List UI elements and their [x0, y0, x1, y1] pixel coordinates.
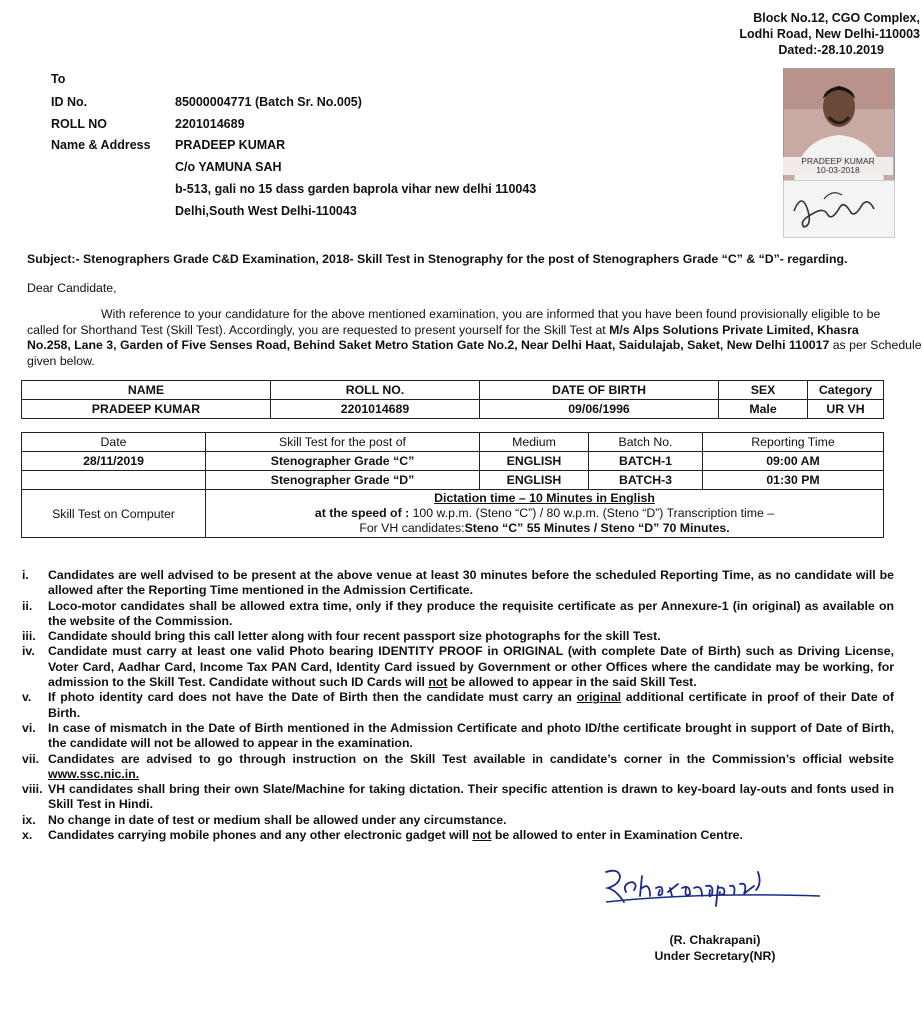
item-number: iii.: [22, 629, 36, 644]
id-label: ID No.: [51, 95, 88, 109]
body-paragraph: [27, 307, 922, 369]
office-line-1: Block No.12, CGO Complex,: [753, 11, 920, 25]
subject-line: Subject:- Stenographers Grade C&D Examination, 2018- Skill Test in Stenography for the post of Stenographers Grade “C” & “D”- regarding.: [27, 252, 848, 266]
table-cell: BATCH-1: [589, 452, 703, 471]
body-line-2-text: called for Shorthand Test (Skill Test). Accordingly, you are requested to present yourself for the Skill Test at: [27, 322, 610, 337]
roll-value: 2201014689: [175, 117, 245, 131]
table-cell: ENGLISH: [480, 471, 589, 490]
office-line-2: Lodhi Road, New Delhi-110003: [739, 27, 920, 41]
item-number: x.: [22, 828, 33, 843]
table-cell: 09/06/1996: [480, 400, 719, 419]
computer-test-label: Skill Test on Computer: [22, 490, 206, 538]
item-text: be allowed to enter in Examination Centre.: [491, 828, 743, 843]
address-line-2: b-513, gali no 15 dass garden baprola vihar new delhi 110043: [175, 182, 537, 196]
dictation-time: Dictation time – 10 Minutes in English: [434, 491, 655, 505]
signer-block: [630, 932, 800, 964]
item-emphasis: not: [428, 675, 448, 690]
item-text: Candidates are well advised to be present at the above venue at least 30 minutes before the scheduled Reporting Time, as no candidate will be allowed after the Reporting Time mentioned in the Admission Certificate.: [48, 568, 894, 598]
letter-date: Dated:-28.10.2019: [778, 43, 884, 57]
id-value: 85000004771 (Batch Sr. No.005): [175, 95, 362, 109]
venue-address: No.258, Lane 3, Garden of Five Senses Road, Behind Saket Metro Station Gate No.2, Near Delhi Haat, Saidulajab, Saket, New Delhi 110017: [27, 338, 830, 352]
item-number: vi.: [22, 720, 36, 735]
item-text: Candidates are advised to go through instruction on the Skill Test available in candidate’s corner in the Commission’s official website: [48, 751, 894, 766]
item-emphasis: original: [576, 690, 622, 705]
item-emphasis: not: [472, 828, 492, 843]
list-item: [22, 782, 894, 813]
item-text: Candidate must carry at least one valid Photo bearing IDENTITY PROOF in ORIGINAL (with complete Date of Birth) such as Driving License, Voter Card, Aadhar Card, Income Tax PAN Card, Identity Card issued by Government or other Offices where the candidate may be working, for admission to the Skill Test. Candidate without such ID Cards will: [48, 644, 894, 690]
table-header: NAME: [22, 381, 271, 400]
item-number: v.: [22, 690, 32, 705]
table-row: [22, 433, 884, 452]
table-cell: Stenographer Grade “D”: [206, 471, 480, 490]
roll-label: ROLL NO: [51, 117, 108, 131]
name-value: PRADEEP KUMAR: [175, 138, 286, 152]
photo-caption-name: PRADEEP KUMAR: [801, 156, 875, 166]
table-row: [22, 452, 884, 471]
candidate-table: [21, 380, 884, 419]
address-line-1: C/o YAMUNA SAH: [175, 160, 282, 174]
item-text: If photo identity card does not have the Date of Birth then the candidate must carry an: [48, 690, 577, 705]
table-header: Skill Test for the post of: [206, 433, 480, 452]
list-item: [22, 629, 894, 644]
table-row: [22, 471, 884, 490]
table-header: Category: [808, 381, 884, 400]
dictation-details: [206, 490, 884, 538]
table-cell: BATCH-3: [589, 471, 703, 490]
item-text: VH candidates shall bring their own Slate/Machine for taking dictation. Their specific attention is drawn to key-board lay-outs and fonts used in Skill Test in Hindi.: [48, 782, 894, 812]
vh-text: Steno “C” 55 Minutes / Steno “D” 70 Minutes.: [464, 521, 730, 535]
table-header: Reporting Time: [703, 433, 884, 452]
name-label: Name & Address: [51, 138, 151, 152]
item-number: iv.: [22, 644, 35, 659]
vh-label: For VH candidates:: [359, 521, 465, 535]
item-text: Loco-motor candidates shall be allowed extra time, only if they produce the requisite certificate as per Annexure-1 (in original) as available on the website of the Commission.: [48, 598, 894, 628]
body-line-3-text: as per Schedule: [829, 338, 922, 352]
vh-time: [210, 521, 879, 536]
to-label: To: [51, 72, 66, 86]
signer-title: Under Secretary(NR): [654, 949, 776, 963]
table-cell: UR VH: [808, 400, 884, 419]
item-text: No change in date of test or medium shall be allowed under any circumstance.: [48, 812, 507, 827]
table-cell: 01:30 PM: [703, 471, 884, 490]
photo-caption: [783, 157, 893, 175]
body-line-4: given below.: [27, 353, 95, 368]
item-text: Candidate should bring this call letter along with four recent passport size photographs for the skill Test.: [48, 629, 661, 644]
table-cell: [22, 471, 206, 490]
list-item: [22, 644, 894, 690]
table-cell: 28/11/2019: [22, 452, 206, 471]
table-cell: ENGLISH: [480, 452, 589, 471]
officer-signature-image: [598, 862, 828, 912]
address-line-3: Delhi,South West Delhi-110043: [175, 204, 357, 218]
item-text: additional certificate in proof of their Date of Birth.: [48, 690, 894, 720]
item-number: vii.: [22, 751, 40, 766]
salutation: Dear Candidate,: [27, 281, 117, 295]
instructions-list: [22, 568, 894, 843]
dictation-speed: [210, 506, 879, 521]
candidate-signature: [783, 180, 895, 238]
photo-caption-date: 10-03-2018: [816, 165, 860, 175]
table-row: [22, 400, 884, 419]
table-header: SEX: [719, 381, 808, 400]
item-number: ix.: [22, 812, 36, 827]
table-header: Date: [22, 433, 206, 452]
table-header: ROLL NO.: [271, 381, 480, 400]
table-header: DATE OF BIRTH: [480, 381, 719, 400]
list-item: [22, 828, 894, 843]
table-cell: PRADEEP KUMAR: [22, 400, 271, 419]
item-number: i.: [22, 568, 29, 582]
office-address: [739, 10, 920, 58]
list-item: [22, 690, 894, 721]
table-cell: 09:00 AM: [703, 452, 884, 471]
website-link[interactable]: www.ssc.nic.in.: [48, 766, 140, 781]
body-line-1: With reference to your candidature for the above mentioned examination, you are informed that you have been found provisionally eligible to be: [101, 307, 881, 321]
signer-name: (R. Chakrapani): [669, 933, 761, 947]
list-item: [22, 599, 894, 630]
schedule-table: [21, 432, 884, 538]
table-cell: Male: [719, 400, 808, 419]
item-number: ii.: [22, 598, 33, 613]
list-item: [22, 752, 894, 783]
table-cell: Stenographer Grade “C”: [206, 452, 480, 471]
list-item: [22, 568, 894, 599]
list-item: [22, 813, 894, 828]
table-row: [22, 490, 884, 538]
item-number: viii.: [22, 782, 43, 797]
table-header: Medium: [480, 433, 589, 452]
candidate-signature-image: [784, 181, 894, 237]
item-text: be allowed to appear in the said Skill Test.: [447, 675, 697, 690]
speed-label: at the speed of :: [314, 506, 413, 520]
list-item: [22, 721, 894, 752]
body-line-2: [27, 323, 922, 339]
item-text: Candidates carrying mobile phones and any other electronic gadget will: [48, 828, 473, 843]
officer-signature: [598, 862, 828, 912]
table-row: [22, 381, 884, 400]
item-text: In case of mismatch in the Date of Birth mentioned in the Admission Certificate and photo ID/the certificate brought in support of Date of Birth, the candidate will not be allowed to appear in the examination.: [48, 720, 894, 751]
speed-text: 100 w.p.m. (Steno “C”) / 80 w.p.m. (Steno “D”) Transcription time –: [412, 506, 775, 520]
body-line-3: [27, 338, 922, 354]
table-cell: 2201014689: [271, 400, 480, 419]
venue-name: M/s Alps Solutions Private Limited, Khasra: [609, 322, 859, 337]
table-header: Batch No.: [589, 433, 703, 452]
